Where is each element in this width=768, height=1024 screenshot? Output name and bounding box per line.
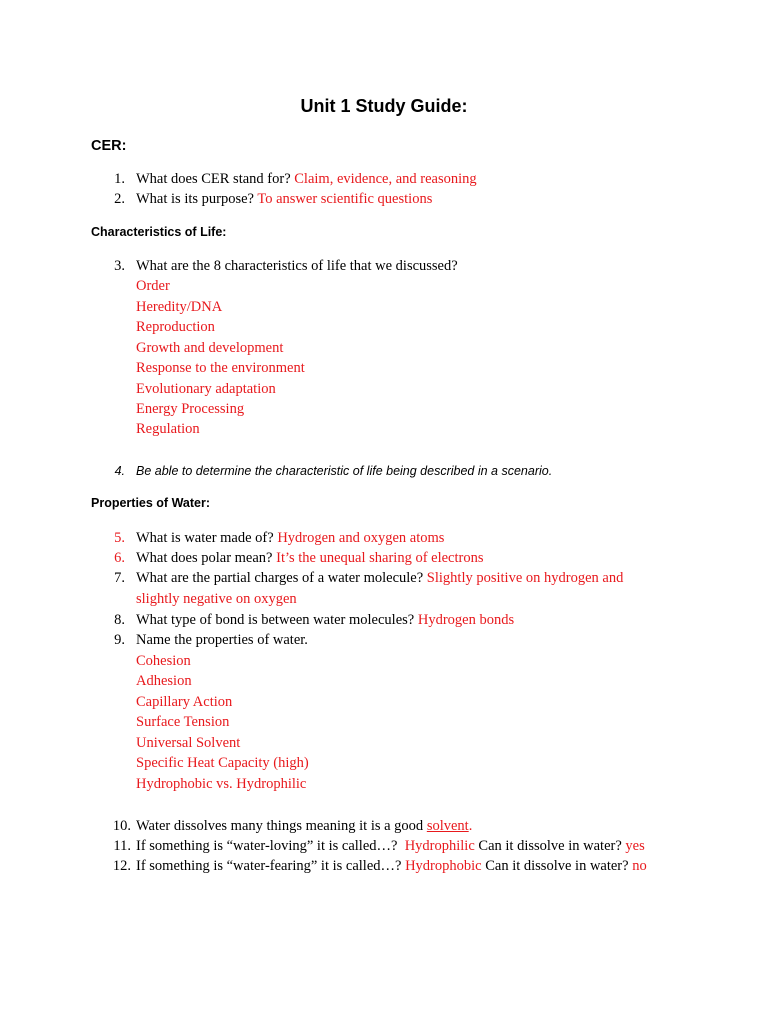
answer-item: Energy Processing (136, 401, 245, 417)
question-number: 9. (114, 632, 125, 648)
answer-item: Specific Heat Capacity (high) (136, 755, 309, 771)
question-5 (136, 529, 444, 547)
question-number: 10. (112, 818, 131, 834)
question-text: What are the partial charges of a water molecule? (136, 570, 424, 586)
question-12 (136, 857, 647, 875)
section-heading-water: Properties of Water: (91, 496, 211, 510)
answer-text: It’s the unequal sharing of electrons (276, 550, 484, 566)
question-number: 3. (114, 258, 125, 274)
answer-item: Cohesion (136, 653, 191, 669)
question-text: What does polar mean? (136, 550, 273, 566)
question-text: If something is “water-loving” it is called…? (136, 838, 398, 854)
section-heading-life: Characteristics of Life: (91, 225, 227, 239)
question-text: If something is “water-fearing” it is called…? (136, 858, 402, 874)
answer-item: Reproduction (136, 319, 215, 335)
question-11 (136, 837, 645, 855)
answer-item: Heredity/DNA (136, 299, 223, 315)
answer-text-2: no (632, 858, 647, 874)
section-heading-cer: CER: (91, 138, 127, 154)
question-1 (136, 170, 477, 188)
answer-item: Surface Tension (136, 714, 230, 730)
question-number: 11. (113, 838, 131, 854)
question-number: 4. (114, 464, 125, 478)
question-number: 8. (114, 612, 125, 628)
answer-item: Order (136, 278, 170, 294)
question-number: 5. (114, 530, 125, 546)
answer-text: Hydrophilic (404, 838, 475, 854)
question-3: What are the 8 characteristics of life that we discussed? (136, 258, 458, 274)
question-6 (136, 549, 483, 567)
answer-text: solvent (426, 818, 469, 834)
answer-period: . (468, 818, 473, 834)
question-9: Name the properties of water. (136, 632, 308, 648)
question-number: 6. (114, 550, 125, 566)
question-number: 2. (114, 191, 125, 207)
question-7 (136, 569, 623, 587)
question-4: Be able to determine the characteristic of life being described in a scenario. (136, 464, 553, 478)
answer-text: To answer scientific questions (257, 191, 433, 207)
question-8 (136, 611, 514, 629)
question-2 (136, 190, 432, 208)
answer-text: Hydrogen bonds (417, 612, 515, 628)
answer-item: Capillary Action (136, 694, 233, 710)
answer-continuation: slightly negative on oxygen (136, 591, 297, 607)
question-text: What type of bond is between water molecules? (136, 612, 415, 628)
question-number: 12. (112, 858, 131, 874)
answer-item: Universal Solvent (136, 735, 241, 751)
answer-text-2: yes (625, 838, 645, 854)
question-number: 7. (114, 570, 125, 586)
question-text: What is its purpose? (136, 191, 254, 207)
answer-item: Growth and development (136, 340, 284, 356)
answer-item: Adhesion (136, 673, 192, 689)
question-text: What does CER stand for? (136, 171, 291, 187)
question-number: 1. (114, 171, 125, 187)
answer-text: Hydrophobic (405, 858, 482, 874)
answer-item: Response to the environment (136, 360, 305, 376)
question-text: Water dissolves many things meaning it is a good (136, 818, 424, 834)
answer-item: Hydrophobic vs. Hydrophilic (136, 776, 307, 792)
question-text: What is water made of? (136, 530, 274, 546)
question-10 (136, 817, 472, 835)
answer-text: Slightly positive on hydrogen and (426, 570, 624, 586)
page-title: Unit 1 Study Guide: (300, 96, 468, 116)
answer-item: Regulation (136, 421, 200, 437)
answer-item: Evolutionary adaptation (136, 381, 276, 397)
answer-text: Claim, evidence, and reasoning (294, 171, 477, 187)
answer-text: Hydrogen and oxygen atoms (277, 530, 445, 546)
question-text-2: Can it dissolve in water? (478, 838, 622, 854)
question-text-2: Can it dissolve in water? (485, 858, 629, 874)
